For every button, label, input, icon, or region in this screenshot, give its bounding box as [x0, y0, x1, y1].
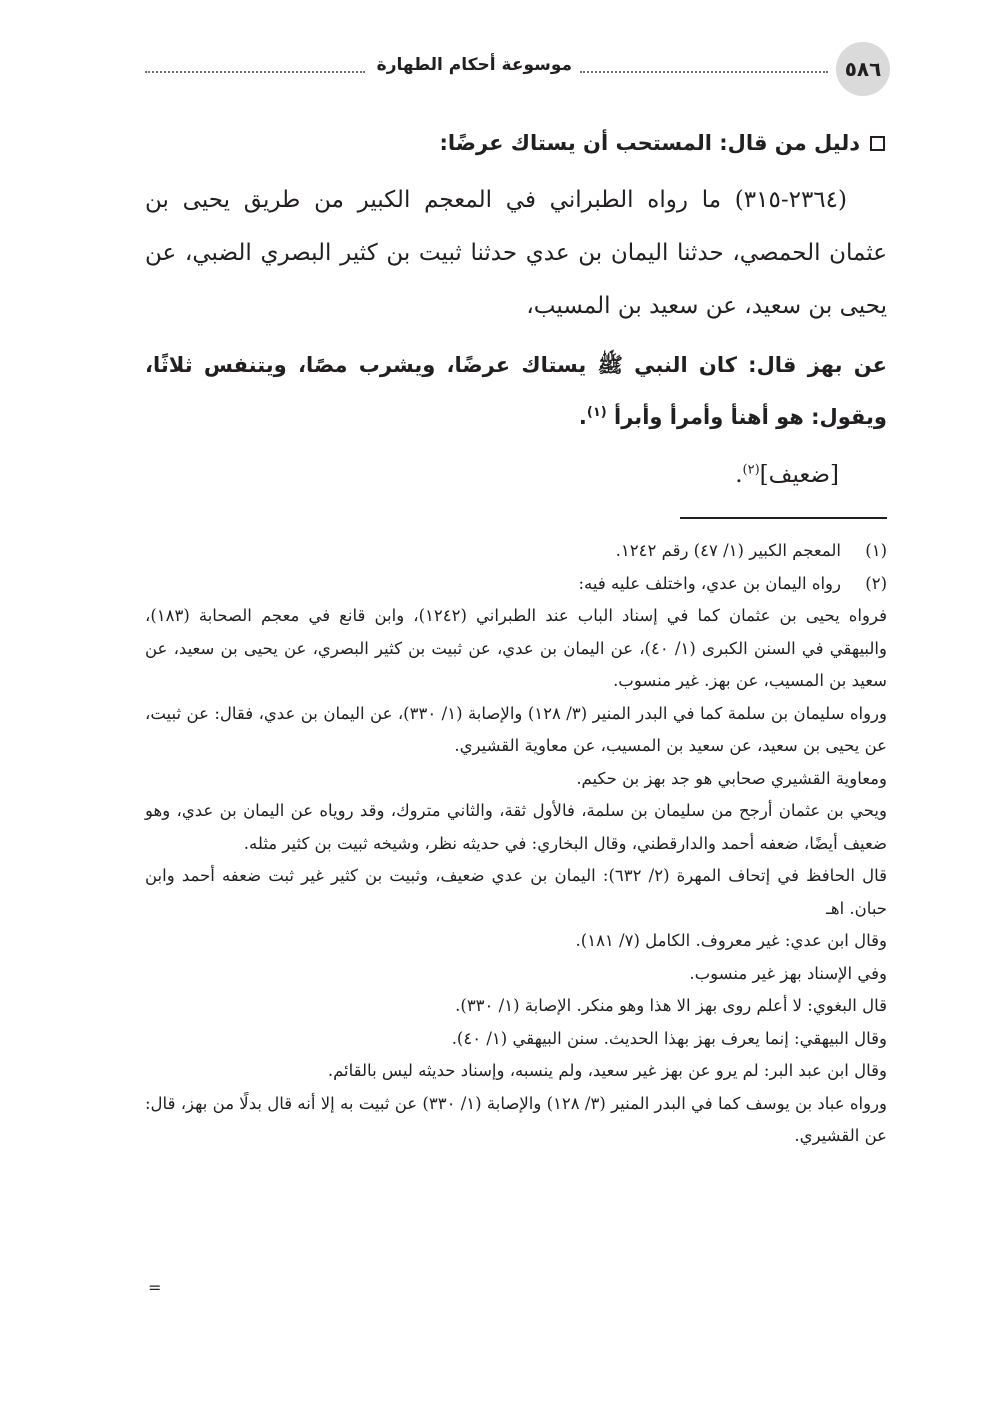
footnote-1-text: المعجم الكبير (١/ ٤٧) رقم ١٢٤٢. [615, 541, 841, 560]
footnote-paragraph: فرواه يحيى بن عثمان كما في إسناد الباب عند الطبراني (١٢٤٢)، وابن قانع في معجم الصحابة (١٨٣)، والبيهقي في السنن الكبرى (١/ ٤٠)، عن اليمان بن عدي، عن ثبيت بن كثير البصري، عن يحيى بن سعيد، عن سعيد بن المسيب، عن بهز. غير منسوب. [145, 606, 887, 690]
footnote-2-number: (٢) [865, 573, 887, 593]
continuation-mark: = [148, 1278, 162, 1297]
main-text [145, 118, 887, 501]
footnotes [145, 535, 887, 1153]
footnote-2-first-line: رواه اليمان بن عدي، واختلف عليه فيه: [578, 573, 841, 593]
footnote-paragraph: ورواه عباد بن يوسف كما في البدر المنير (٣/ ١٢٨) والإصابة (١/ ٣٣٠) عن ثبيت به إلا أنه قال بدلًا من بهز، قال: عن القشيري. [145, 1093, 887, 1145]
footnote-paragraph: قال الحافظ في إتحاف المهرة (٢/ ٦٣٢): اليمان بن عدي ضعيف، وثبيت بن كثير غير ثبت ضعفه أحمد وابن حبان. اهـ [145, 866, 887, 918]
header-book-title: موسوعة أحكام الطهارة [376, 55, 572, 75]
header-dotted-rule-right [580, 71, 828, 73]
hadith-matn-end: . [578, 405, 587, 429]
footnote-1 [145, 535, 887, 568]
hadith-matn [145, 339, 887, 443]
running-header [145, 42, 890, 96]
page-number-badge: ٥٨٦ [836, 42, 890, 96]
footnote-1-number: (١) [865, 541, 887, 560]
footnote-ref-1[interactable]: (١) [586, 405, 607, 420]
header-dotted-rule-left [145, 71, 365, 73]
checkbox-bullet-icon [870, 136, 885, 151]
section-heading-text: دليل من قال: المستحب أن يستاك عرضًا: [439, 131, 860, 155]
hadith-matn-text: عن بهز قال: كان النبي ﷺ يستاك عرضًا، ويشرب مصًا، ويتنفس ثلاثًا، ويقول: هو أهنأ وأمرأ وأبرأ [145, 353, 887, 429]
footnote-paragraph: وقال البيهقي: إنما يعرف بهز بهذا الحديث. سنن البيهقي (١/ ٤٠). [451, 1028, 887, 1048]
footnote-paragraph: ويحي بن عثمان أرجح من سليمان بن سلمة، فالأول ثقة، والثاني متروك، وقد روياه عن اليمان بن عدي، وهو ضعيف أيضًا، ضعفه أحمد والدارقطني، وقال البخاري: في حديثه نظر، وشيخه ثبيت بن كثير مثله. [145, 801, 887, 853]
grading-label: [ضعيف] [759, 462, 839, 488]
footnote-2 [145, 568, 887, 601]
footnote-paragraph: وقال ابن عبد البر: لم يرو عن بهز غير سعيد، ولم ينسبه، وإسناد حديثه ليس بالقائم. [327, 1061, 887, 1080]
footnote-paragraph: وقال ابن عدي: غير معروف. الكامل (٧/ ١٨١). [575, 931, 887, 950]
footnote-paragraph: ومعاوية القشيري صحابي هو جد بهز بن حكيم. [576, 768, 887, 788]
footnote-2-body [145, 600, 887, 1153]
footnote-paragraph: وفي الإسناد بهز غير منسوب. [689, 963, 887, 983]
footnote-separator [680, 517, 887, 519]
footnote-ref-2[interactable]: (٢) [742, 462, 760, 478]
hadith-isnad: (٢٣٦٤-٣١٥) ما رواه الطبراني في المعجم الكبير من طريق يحيى بن عثمان الحمصي، حدثنا اليمان بن عدي حدثنا ثبيت بن كثير البصري الضبي، عن يحيى بن سعيد، عن سعيد بن المسيب، [145, 187, 887, 319]
footnote-paragraph: ورواه سليمان بن سلمة كما في البدر المنير (٣/ ١٢٨) والإصابة (١/ ٣٣٠)، عن اليمان بن عدي، فقال: عن ثبيت، عن يحيى بن سعيد، عن سعيد بن المسيب، عن معاوية القشيري. [145, 703, 887, 755]
hadith-grading [145, 449, 887, 501]
section-heading [145, 118, 887, 168]
grading-end: . [735, 462, 743, 488]
footnote-paragraph: قال البغوي: لا أعلم روى بهز الا هذا وهو منكر. الإصابة (١/ ٣٣٠). [455, 996, 887, 1015]
